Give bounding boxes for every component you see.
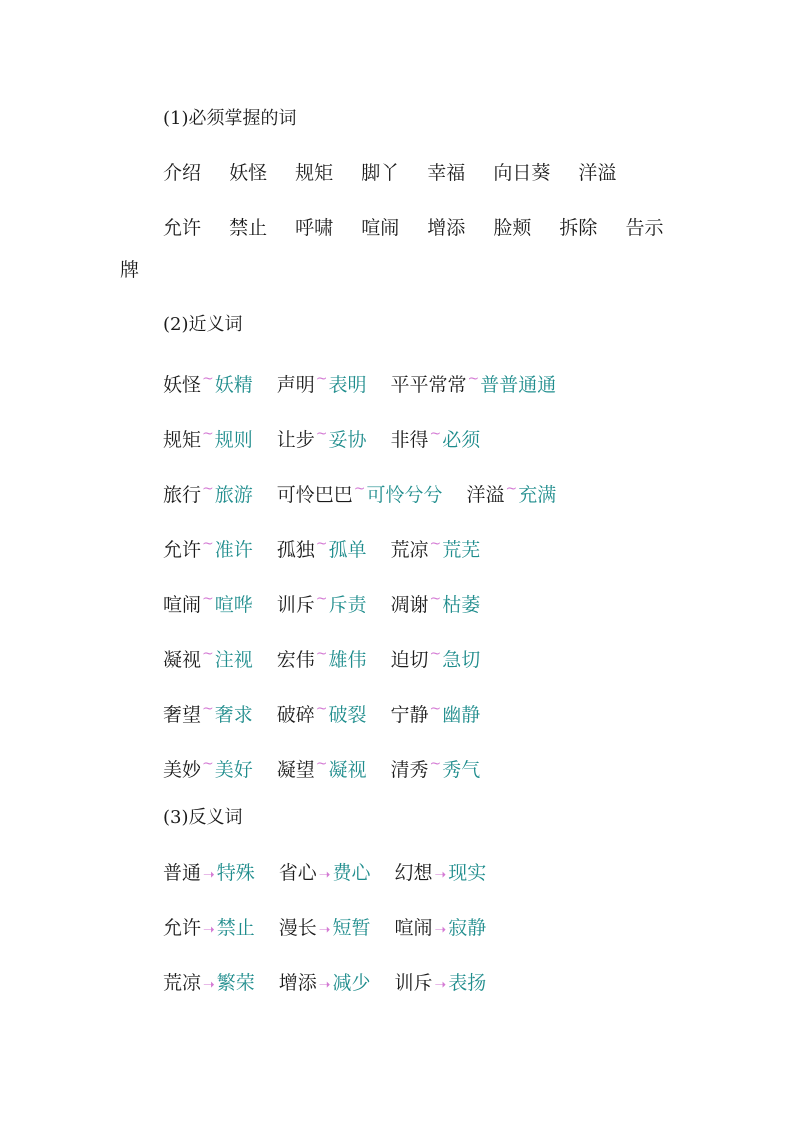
term: 让步: [276, 429, 315, 451]
synonym-answer: 枯萎: [442, 594, 481, 616]
required-words-row-2: [163, 216, 663, 240]
term: 可怜巴巴: [276, 484, 353, 506]
term: 普通: [163, 862, 202, 884]
term: 喧闹: [163, 594, 202, 616]
arrow-right-icon: ➝: [318, 977, 331, 993]
synonym-pair: [163, 697, 253, 727]
synonym-row: [163, 477, 556, 507]
term: 凝视: [163, 649, 202, 671]
arrow-right-icon: ➝: [434, 977, 447, 993]
tilde-mark-icon: ~: [429, 536, 442, 552]
tilde-mark-icon: ~: [202, 756, 214, 772]
tilde-mark-icon: ~: [353, 481, 366, 497]
word: 向日葵: [493, 162, 551, 184]
arrow-right-icon: ➝: [434, 867, 447, 883]
tilde-mark-icon: ~: [202, 371, 214, 387]
term: 洋溢: [466, 484, 505, 506]
synonym-answer: 表明: [328, 374, 367, 396]
synonym-answer: 可怜兮兮: [366, 484, 443, 506]
synonym-pair: [277, 752, 367, 782]
tilde-mark-icon: ~: [315, 426, 328, 442]
synonym-pair: [163, 642, 253, 672]
antonym-row: [163, 971, 486, 997]
term: 清秀: [390, 759, 429, 781]
tilde-mark-icon: ~: [429, 646, 442, 662]
synonym-pair: [163, 477, 253, 507]
word: 拆除: [559, 217, 598, 239]
tilde-mark-icon: ~: [202, 426, 214, 442]
antonym-pair: [395, 916, 487, 942]
synonym-row: [163, 587, 480, 617]
antonym-answer: 繁荣: [216, 972, 255, 994]
synonym-answer: 旅游: [214, 484, 253, 506]
word: 告示: [625, 217, 664, 239]
synonym-pair: [391, 752, 481, 782]
tilde-mark-icon: ~: [202, 481, 214, 497]
required-words-row-1: [163, 161, 616, 185]
synonym-answer: 妥协: [328, 429, 367, 451]
synonym-answer: 斥责: [328, 594, 367, 616]
antonym-pair: [163, 916, 255, 942]
antonym-answer: 减少: [332, 972, 371, 994]
arrow-right-icon: ➝: [203, 922, 215, 938]
antonym-pair: [279, 861, 371, 887]
synonym-answer: 凝视: [328, 759, 367, 781]
word: 规矩: [295, 162, 334, 184]
term: 旅行: [163, 484, 202, 506]
section-heading-synonyms: (2)近义词: [163, 314, 243, 335]
required-words-row-2-wrap: 牌: [120, 259, 140, 281]
term: 省心: [278, 862, 317, 884]
term: 宏伟: [276, 649, 315, 671]
term: 幻想: [394, 862, 433, 884]
term: 漫长: [278, 917, 317, 939]
synonym-pair: [163, 752, 253, 782]
synonym-answer: 妖精: [214, 374, 253, 396]
tilde-mark-icon: ~: [202, 591, 214, 607]
word: 幸福: [427, 162, 466, 184]
term: 凋谢: [390, 594, 429, 616]
term: 允许: [163, 917, 202, 939]
synonym-pair: [277, 477, 443, 507]
term: 增添: [278, 972, 317, 994]
antonym-row: [163, 916, 486, 942]
word: 妖怪: [229, 162, 268, 184]
synonym-pair: [391, 697, 481, 727]
synonym-pair: [163, 367, 253, 397]
arrow-right-icon: ➝: [203, 867, 215, 883]
antonym-answer: 短暂: [332, 917, 371, 939]
antonym-answer: 费心: [332, 862, 371, 884]
tilde-mark-icon: ~: [429, 701, 442, 717]
tilde-mark-icon: ~: [202, 646, 214, 662]
term: 训斥: [276, 594, 315, 616]
word: 脸颊: [493, 217, 532, 239]
synonym-row: [163, 367, 556, 397]
section-heading-required-words: (1)必须掌握的词: [163, 108, 297, 129]
term: 平平常常: [390, 374, 467, 396]
arrow-right-icon: ➝: [318, 922, 331, 938]
synonym-pair: [391, 587, 481, 617]
synonym-pair: [391, 367, 557, 397]
synonym-answer: 荒芜: [442, 539, 481, 561]
synonym-answer: 急切: [442, 649, 481, 671]
term: 妖怪: [163, 374, 202, 396]
tilde-mark-icon: ~: [202, 536, 214, 552]
synonym-pair: [163, 587, 253, 617]
synonym-answer: 孤单: [328, 539, 367, 561]
synonym-answer: 注视: [214, 649, 253, 671]
tilde-mark-icon: ~: [202, 701, 214, 717]
word: 脚丫: [361, 162, 400, 184]
term: 荒凉: [390, 539, 429, 561]
term: 非得: [390, 429, 429, 451]
term: 规矩: [163, 429, 202, 451]
synonym-row: [163, 752, 480, 782]
antonym-pair: [395, 861, 487, 887]
antonym-answer: 寂静: [448, 917, 487, 939]
term: 美妙: [163, 759, 202, 781]
synonym-pair: [467, 477, 557, 507]
term: 凝望: [276, 759, 315, 781]
antonym-row: [163, 861, 486, 887]
antonym-pair: [163, 971, 255, 997]
synonym-pair: [163, 532, 253, 562]
synonym-answer: 普普通通: [480, 374, 557, 396]
tilde-mark-icon: ~: [429, 756, 442, 772]
term: 孤独: [276, 539, 315, 561]
synonym-row: [163, 422, 480, 452]
synonym-answer: 雄伟: [328, 649, 367, 671]
arrow-right-icon: ➝: [203, 977, 215, 993]
synonym-pair: [277, 422, 367, 452]
synonym-answer: 破裂: [328, 704, 367, 726]
word: 增添: [427, 217, 466, 239]
synonym-answer: 必须: [442, 429, 481, 451]
word: 喧闹: [361, 217, 400, 239]
antonym-pair: [279, 916, 371, 942]
term: 允许: [163, 539, 202, 561]
synonym-pair: [391, 422, 481, 452]
synonym-pair: [277, 587, 367, 617]
tilde-mark-icon: ~: [315, 756, 328, 772]
synonym-pair: [277, 697, 367, 727]
tilde-mark-icon: ~: [467, 371, 480, 387]
word: 呼啸: [295, 217, 334, 239]
word: 介绍: [163, 162, 202, 184]
synonym-answer: 准许: [214, 539, 253, 561]
term: 训斥: [394, 972, 433, 994]
synonym-pair: [277, 367, 367, 397]
term: 迫切: [390, 649, 429, 671]
synonym-row: [163, 697, 480, 727]
synonym-answer: 秀气: [442, 759, 481, 781]
arrow-right-icon: ➝: [434, 922, 447, 938]
antonym-pair: [163, 861, 255, 887]
antonym-pair: [279, 971, 371, 997]
arrow-right-icon: ➝: [318, 867, 331, 883]
antonym-answer: 禁止: [216, 917, 255, 939]
synonym-pair: [391, 642, 481, 672]
tilde-mark-icon: ~: [505, 481, 518, 497]
antonym-pair: [395, 971, 487, 997]
antonym-answer: 特殊: [216, 862, 255, 884]
synonym-pair: [277, 642, 367, 672]
tilde-mark-icon: ~: [315, 536, 328, 552]
synonym-pair: [277, 532, 367, 562]
term: 宁静: [390, 704, 429, 726]
term: 荒凉: [163, 972, 202, 994]
tilde-mark-icon: ~: [315, 371, 328, 387]
synonym-answer: 规则: [214, 429, 253, 451]
tilde-mark-icon: ~: [429, 426, 442, 442]
tilde-mark-icon: ~: [429, 591, 442, 607]
antonym-answer: 现实: [448, 862, 487, 884]
synonym-answer: 幽静: [442, 704, 481, 726]
term: 喧闹: [394, 917, 433, 939]
term: 破碎: [276, 704, 315, 726]
synonym-row: [163, 642, 480, 672]
tilde-mark-icon: ~: [315, 646, 328, 662]
term: 奢望: [163, 704, 202, 726]
section-heading-antonyms: (3)反义词: [163, 807, 243, 828]
word: 允许: [163, 217, 202, 239]
tilde-mark-icon: ~: [315, 591, 328, 607]
synonym-answer: 充满: [518, 484, 557, 506]
synonym-answer: 奢求: [214, 704, 253, 726]
synonym-answer: 喧哗: [214, 594, 253, 616]
word: 洋溢: [578, 162, 617, 184]
synonym-pair: [163, 422, 253, 452]
term: 声明: [276, 374, 315, 396]
synonym-row: [163, 532, 480, 562]
synonym-answer: 美好: [214, 759, 253, 781]
synonym-pair: [391, 532, 481, 562]
word: 禁止: [229, 217, 268, 239]
antonym-answer: 表扬: [448, 972, 487, 994]
tilde-mark-icon: ~: [315, 701, 328, 717]
